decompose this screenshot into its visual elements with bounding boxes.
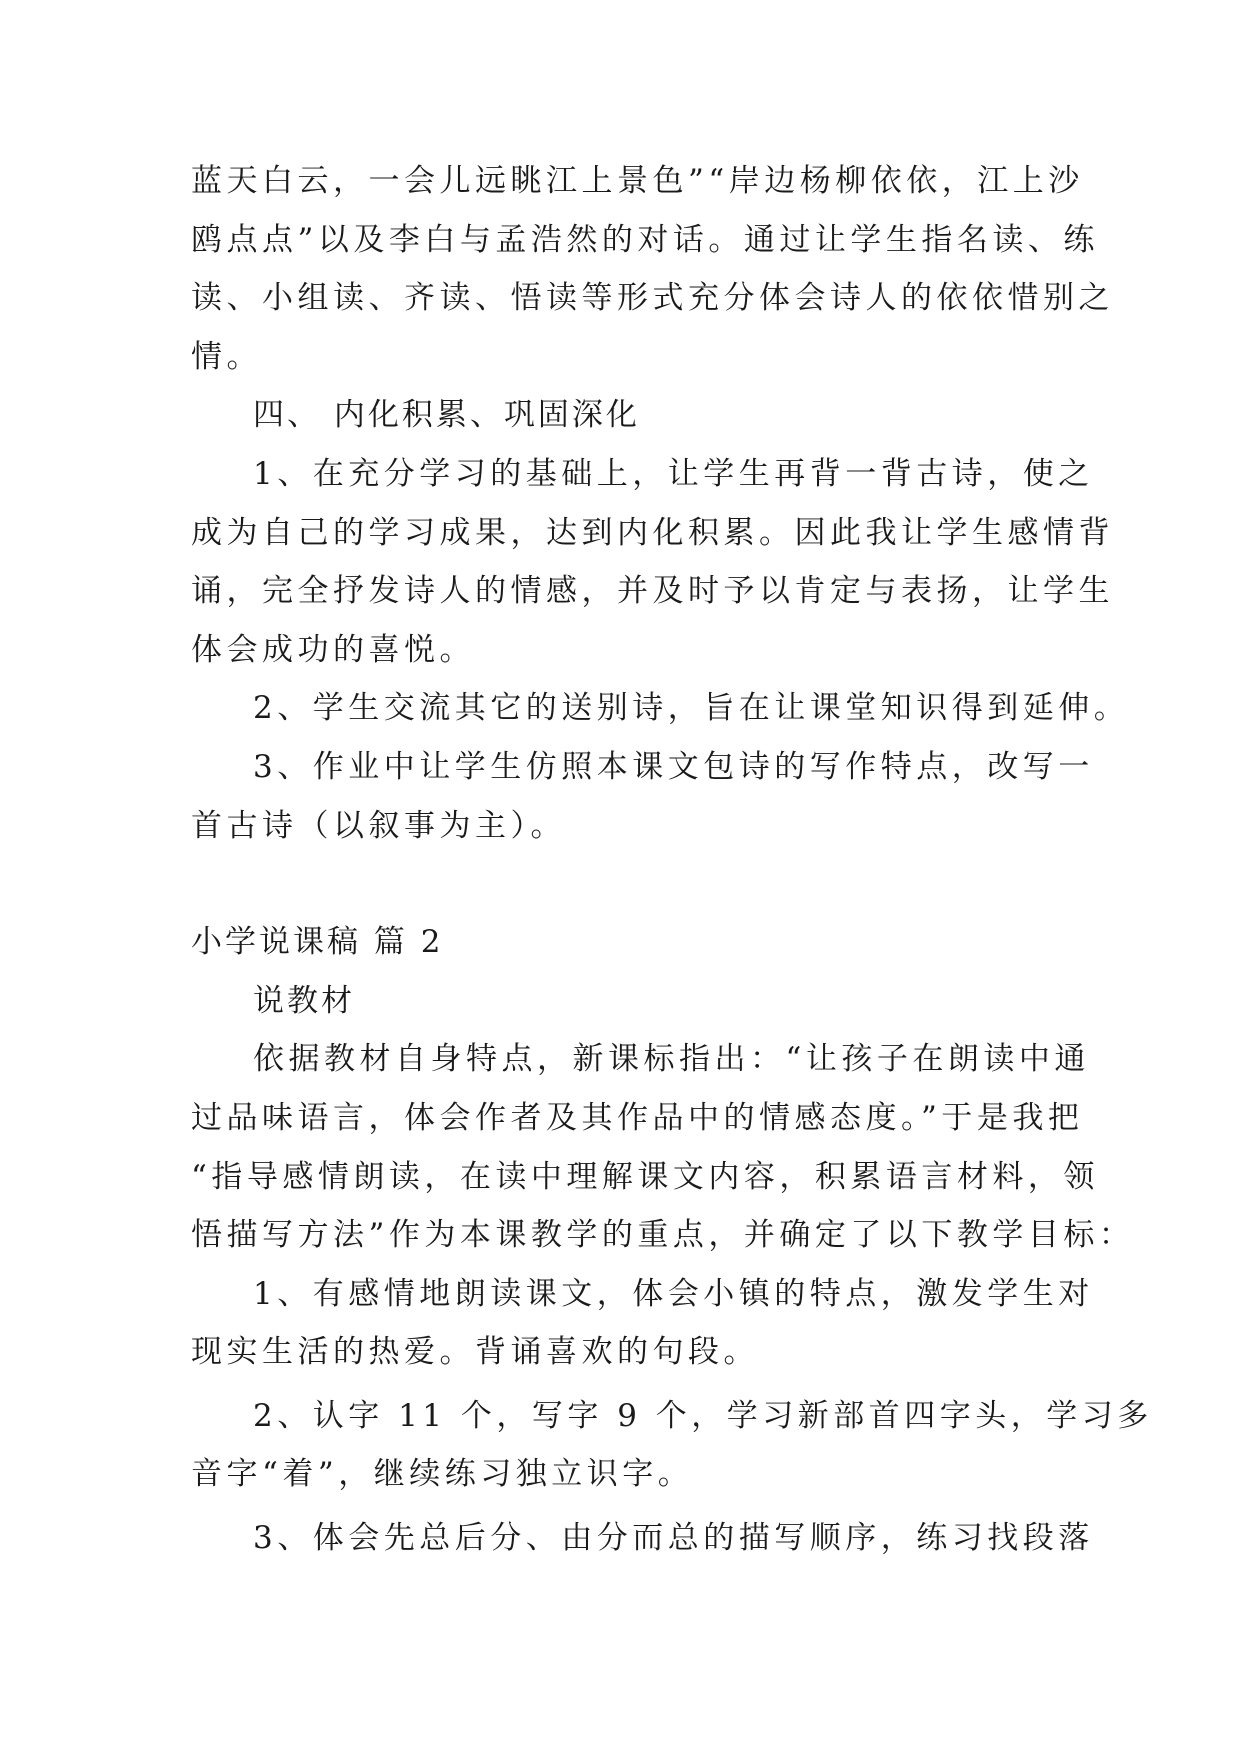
subheading: 说教材	[253, 982, 355, 1019]
text-line: 蓝天白云，一会儿远眺江上景色”“岸边杨柳依依，江上沙	[191, 163, 1084, 199]
text-line: 3、体会先总后分、由分而总的描写顺序，练习找段落	[253, 1520, 1094, 1557]
document-body	[191, 152, 1153, 1568]
text-line: 诵，完全抒发诗人的情感，并及时予以肯定与表扬，让学生	[191, 573, 1114, 610]
section-title: 小学说课稿 篇 2	[191, 924, 444, 961]
text-line: 2、认字 11 个，写字 9 个，学习新部首四字头，学习多	[253, 1397, 1153, 1434]
list-item-3	[191, 738, 1094, 855]
text-line: 体会成功的喜悦。	[191, 631, 475, 668]
goal-item-3	[191, 1509, 1094, 1568]
list-item-1	[191, 445, 1114, 679]
text-line: 读、小组读、齐读、悟读等形式充分体会诗人的依依惜别之	[191, 280, 1114, 317]
text-line: 悟描写方法”作为本课教学的重点，并确定了以下教学目标：	[191, 1217, 1135, 1254]
text-line: “指导感情朗读，在读中理解课文内容，积累语言材料，领	[191, 1158, 1099, 1195]
text-line: 依据教材自身特点，新课标指出：“让孩子在朗读中通	[253, 1041, 1090, 1078]
text-line: 音字“着”，继续练习独立识字。	[191, 1456, 694, 1493]
text-line: 现实生活的热爱。背诵喜欢的句段。	[191, 1334, 759, 1371]
goal-item-2	[191, 1387, 1153, 1504]
text-line: 首古诗（以叙事为主）。	[191, 807, 566, 844]
text-line: 鸥点点”以及李白与孟浩然的对话。通过让学生指名读、练	[191, 221, 1099, 258]
paragraph-continuation	[191, 152, 1114, 386]
text-line: 1、在充分学习的基础上，让学生再背一背古诗，使之	[253, 455, 1094, 492]
section-heading-4: 四、 内化积累、巩固深化	[253, 397, 640, 434]
text-line: 情。	[191, 338, 262, 375]
list-item-2	[191, 679, 1130, 738]
text-line: 过品味语言，体会作者及其作品中的情感态度。”于是我把	[191, 1099, 1084, 1136]
text-line: 3、作业中让学生仿照本课文包诗的写作特点，改写一	[253, 748, 1094, 785]
goal-item-1	[191, 1265, 1094, 1382]
text-line: 1、有感情地朗读课文，体会小镇的特点，激发学生对	[253, 1275, 1094, 1312]
intro-paragraph	[191, 1030, 1135, 1264]
text-line: 成为自己的学习成果，达到内化积累。因此我让学生感情背	[191, 514, 1114, 551]
text-line: 2、学生交流其它的送别诗，旨在让课堂知识得到延伸。	[253, 690, 1130, 727]
